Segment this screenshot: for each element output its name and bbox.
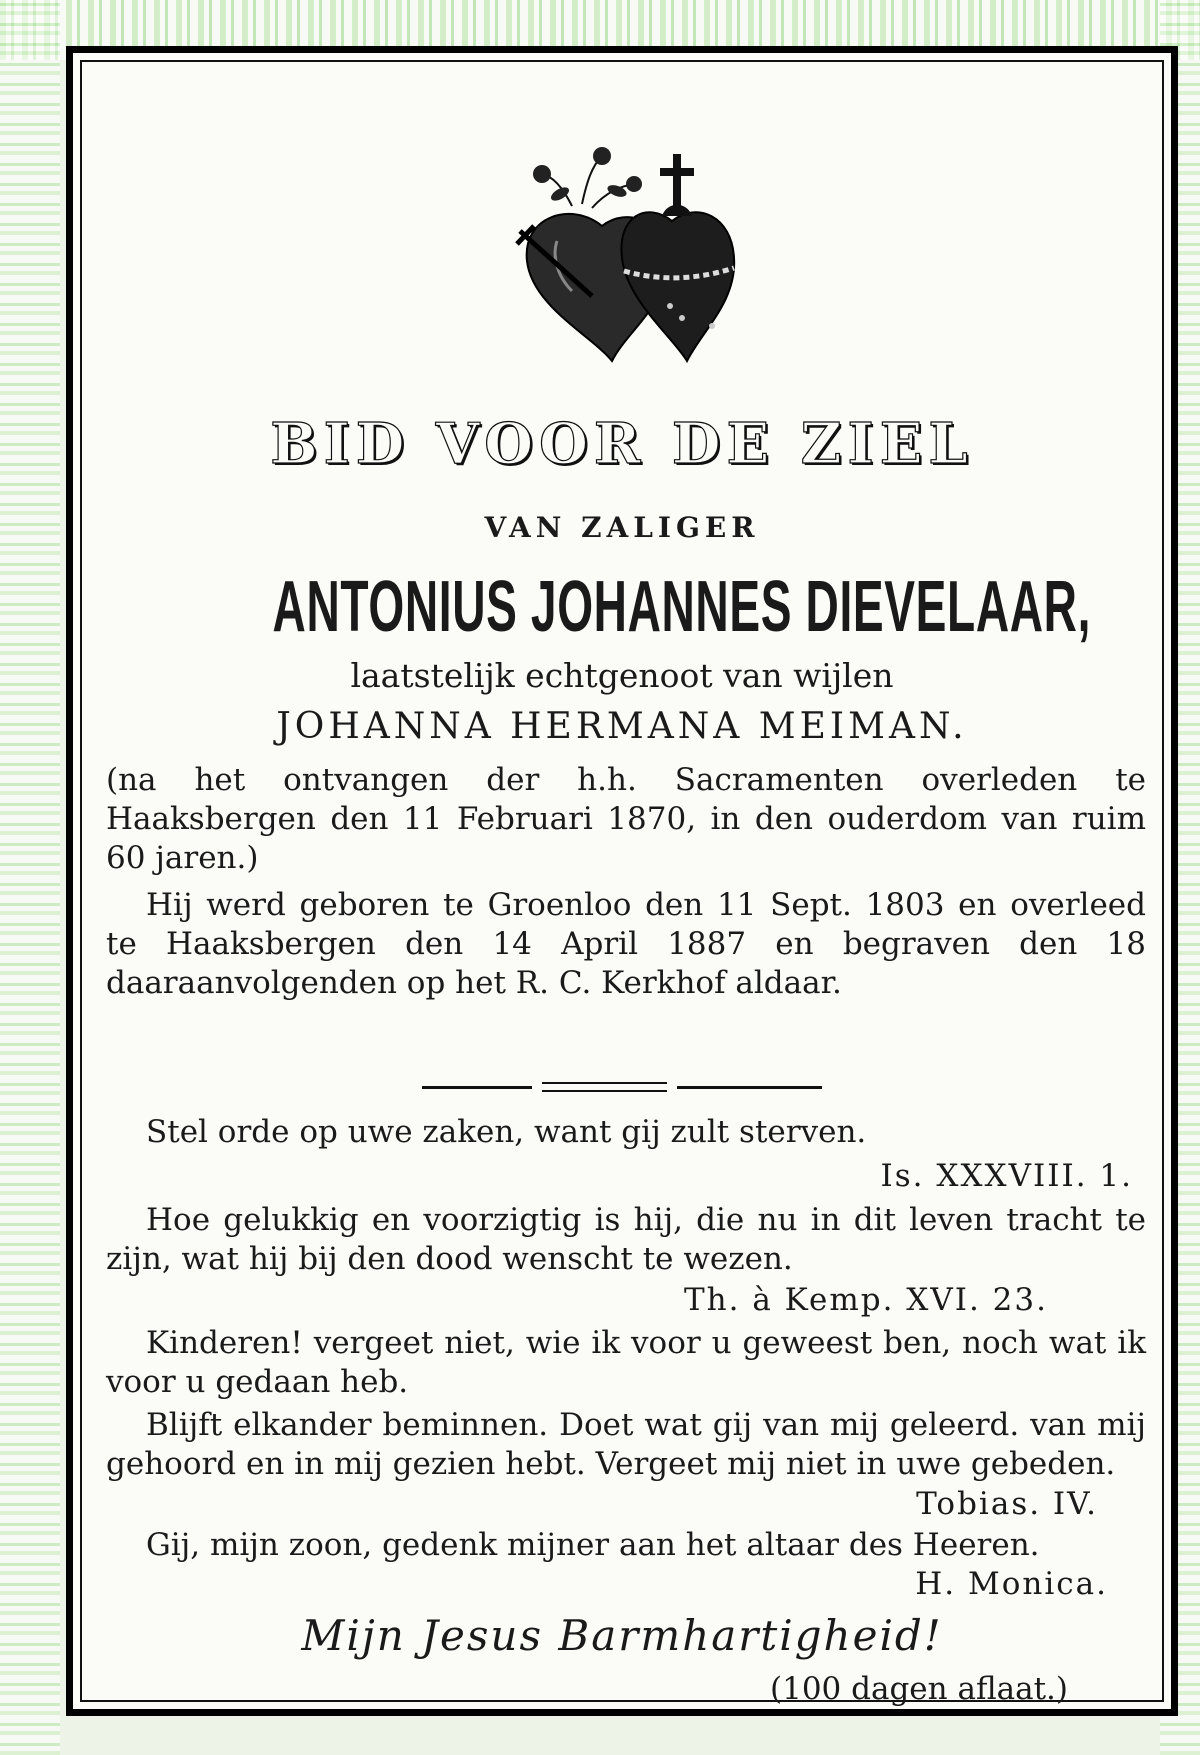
indulgence-note: (100 dagen aflaat.): [770, 1671, 1068, 1707]
ornamental-rule: [422, 1080, 822, 1094]
quote-text: Gij, mijn zoon, gedenk mijner aan het altaar des Heeren.: [146, 1527, 1040, 1563]
quote-text: Blijft elkander beminnen. Doet wat gij van mij geleerd. van mij gehoord en in mij gezien hebt. Vergeet mij niet in uwe gebeden.: [106, 1407, 1146, 1482]
prayer-card: [66, 46, 1178, 1716]
card-subheading: VAN ZALIGER: [484, 511, 760, 544]
deceased-name: ANTONIUS JOHANNES DIEVELAAR,: [272, 567, 1092, 647]
quote-text: Hoe gelukkig en voorzigtig is hij, die nu in dit leven tracht te zijn, wat hij bij den dood wenscht te wezen.: [106, 1202, 1146, 1277]
quote-reference: H. Monica.: [915, 1566, 1108, 1602]
quote-reference: Th. à Kemp. XVI. 23.: [683, 1282, 1048, 1318]
quote-text: Kinderen! vergeet niet, wie ik voor u geweest ben, noch wat ik voor u gedaan heb.: [106, 1325, 1146, 1400]
spouse-death-note: (na het ontvangen der h.h. Sacramenten overleden te Haaksbergen den 11 Februari 1870, in den ouderdom van ruim 60 jaren.): [106, 762, 1146, 876]
closing-prayer: Mijn Jesus Barmhartigheid!: [301, 1611, 943, 1660]
quote-reference: Is. XXXVIII. 1.: [880, 1158, 1133, 1194]
card-body: [73, 53, 1171, 1709]
scan-edge-left: [0, 0, 60, 1755]
quote-text: Stel orde op uwe zaken, want gij zult sterven.: [146, 1114, 867, 1150]
sacred-hearts-icon: [502, 146, 742, 376]
spouse-name: JOHANNA HERMANA MEIMAN.: [276, 706, 968, 747]
card-heading: BID VOOR DE ZIEL: [270, 411, 974, 477]
spouse-intro: laatstelijk echtgenoot van wijlen: [350, 656, 894, 695]
biography: Hij werd geboren te Groenloo den 11 Sept. 1803 en overleed te Haaksbergen den 14 April 1887 en begraven den 18 daaraanvolgenden op het R. C. Kerkhof aldaar.: [106, 887, 1146, 1001]
quote-reference: Tobias. IV.: [916, 1486, 1098, 1522]
